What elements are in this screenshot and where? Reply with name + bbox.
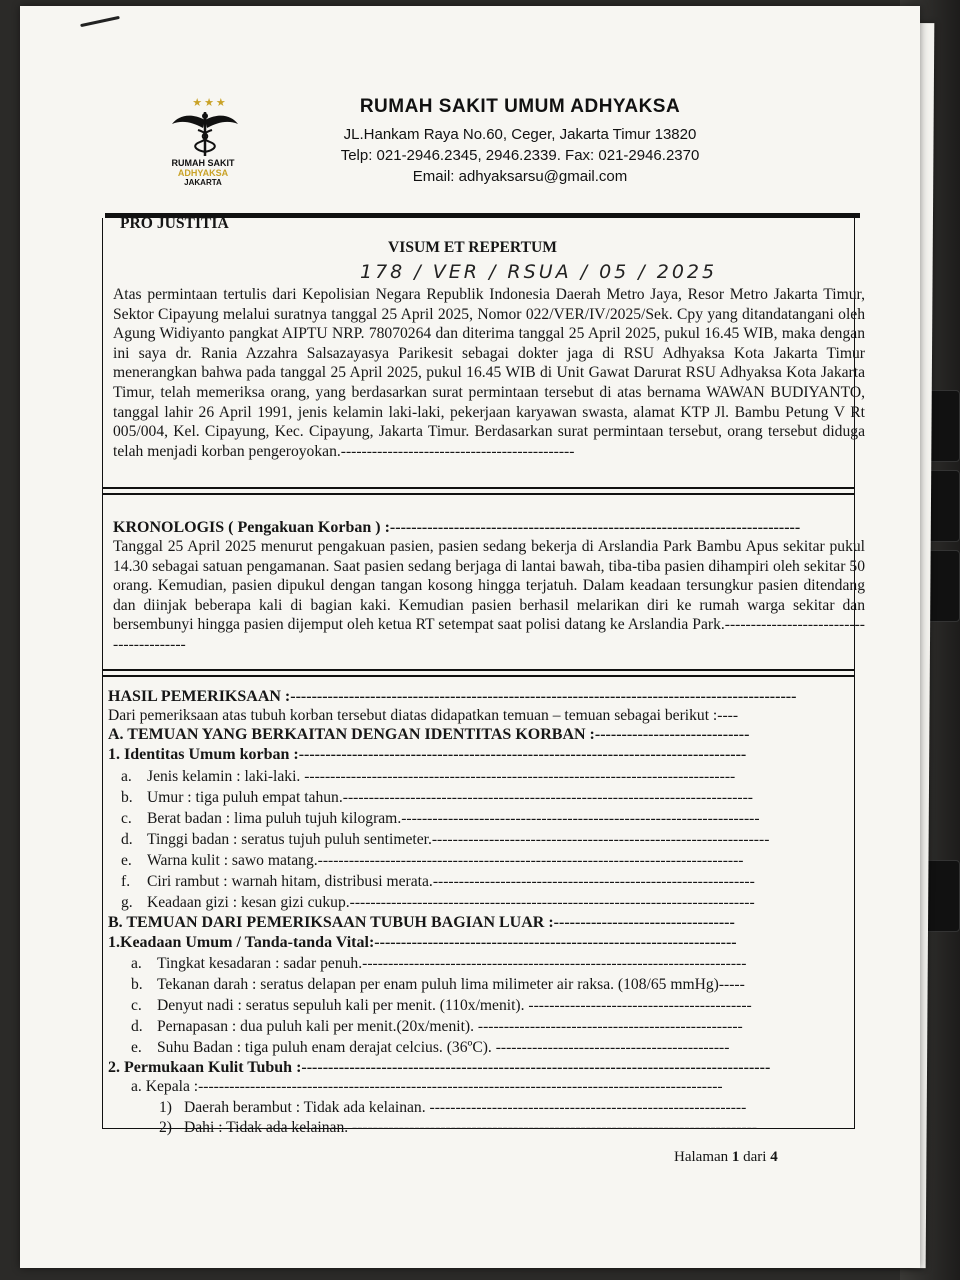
pro-justitia-label: PRO JUSTITIA	[120, 215, 229, 232]
vital-item: Tekanan darah : seratus delapan per enam puluh lima milimeter air raksa. (108/65 mmHg)-----	[157, 976, 745, 993]
identity-letter: e.	[121, 852, 132, 869]
caduceus-icon	[170, 108, 240, 158]
identity-item: Jenis kelamin : laki-laki. -----------------------------------------------------------------------------------	[147, 768, 736, 785]
identity-item: Umur : tiga puluh empat tahun.-------------------------------------------------------------------------------	[147, 789, 753, 806]
identity-letter: g.	[121, 894, 133, 911]
document-page	[20, 6, 920, 1268]
hospital-address: JL.Hankam Raya No.60, Ceger, Jakarta Timur 13820	[343, 126, 697, 143]
section-divider	[102, 487, 854, 495]
identity-heading: 1. Identitas Umum korban :------------------------------------------------------------------------------------	[108, 746, 747, 763]
intro-paragraph: Atas permintaan tertulis dari Kepolisian Negara Republik Indonesia Daerah Metro Jaya, Resor Metro Jakarta Timur, Sektor Cipayung melalui suratnya tanggal 25 April 2025, Nomor 022/VER/IV/2025/Sek. Cpy yang ditandatangani oleh Agung Widiyanto pangkat AIPTU NRP. 78070264 dan diterima tanggal 25 April 2025, pukul 16.45 WIB, maka dengan ini saya dr. Rania Azzahra Salsazayasya Parikesit sebagai dokter jaga di RSU Adhyaksa Kota Jakarta Timur menerangkan bahwa pada tanggal 25 April 2025, pukul 16.45 WIB di Unit Gawat Darurat RSU Adhyaksa Kota Jakarta Timur, telah memeriksa orang, yang berdasarkan surat permintaan tersebut di atas bernama WAWAN BUDIYANTO, tanggal lahir 26 April 1991, jenis kelamin laki-laki, pekerjaan karyawan swasta, alamat KTP Jl. Bambu Petung V Rt 005/004, Kel. Cipayung, Kec. Cipayung, Jakarta Timur. Berdasarkan surat permintaan tersebut, orang tersebut diduga telah menjadi korban pengeroyokan.---------------------------------------------	[113, 286, 865, 460]
identity-item: Tinggi badan : seratus tujuh puluh sentimeter.-----------------------------------------------------------------	[147, 831, 770, 848]
identity-item: Warna kulit : sawo matang.----------------------------------------------------------------------------------	[147, 852, 744, 869]
identity-letter: c.	[121, 810, 132, 827]
vital-item: Denyut nadi : seratus sepuluh kali per menit. (110x/menit). -------------------------------------------	[157, 997, 752, 1014]
vital-item: Pernapasan : dua puluh kali per menit.(20x/menit). ---------------------------------------------------	[157, 1018, 743, 1035]
identity-letter: f.	[121, 873, 131, 890]
identity-item: Berat badan : lima puluh tujuh kilogram.---------------------------------------------------------------------	[147, 810, 760, 827]
total-pages: 4	[770, 1149, 778, 1165]
identity-letter: b.	[121, 789, 133, 806]
vital-letter: d.	[131, 1018, 143, 1035]
hospital-email: Email: adhyaksarsu@gmail.com	[412, 168, 628, 185]
hasil-heading: HASIL PEMERIKSAAN :-----------------------------------------------------------------------------------------------	[108, 688, 797, 705]
kronologis-heading: KRONOLOGIS ( Pengakuan Korban ) :-----------------------------------------------------------------------------	[113, 519, 801, 536]
vital-item: Suhu Badan : tiga puluh enam derajat celcius. (36ºC). ---------------------------------------------	[157, 1039, 730, 1056]
current-page: 1	[731, 1149, 740, 1165]
identity-letter: d.	[121, 831, 133, 848]
section-a-heading: A. TEMUAN YANG BERKAITAN DENGAN IDENTITAS KORBAN :-----------------------------	[108, 726, 750, 743]
hospital-name: RUMAH SAKIT UMUM ADHYAKSA	[359, 96, 681, 117]
page-number	[674, 1149, 778, 1166]
document-number-handwritten: 178 / VER / RSUA / 05 / 2025	[360, 261, 718, 283]
section-b-heading: B. TEMUAN DARI PEMERIKSAAN TUBUH BAGIAN LUAR :----------------------------------	[108, 914, 735, 931]
identity-item: Keadaan gizi : kesan gizi cukup.------------------------------------------------------------------------------	[147, 894, 755, 911]
logo-text: RUMAH SAKIT	[171, 158, 235, 168]
identity-item: Ciri rambut : warnah hitam, distribusi merata.--------------------------------------------------------------	[147, 873, 755, 890]
vital-item: Tingkat kesadaran : sadar penuh.--------------------------------------------------------------------------	[157, 955, 747, 972]
kepala-item: Daerah berambut : Tidak ada kelainan. -------------------------------------------------------------	[184, 1099, 747, 1116]
page-middle: dari	[739, 1149, 771, 1165]
logo-stars-icon: ★★★	[192, 96, 228, 109]
kepala-num: 2)	[159, 1119, 172, 1136]
vital-letter: b.	[131, 976, 143, 993]
kepala-item: Dahi : Tidak ada kelainan. ------------------------------------------------------------------------------	[184, 1119, 758, 1136]
logo-text: JAKARTA	[184, 178, 222, 187]
section-divider	[102, 669, 854, 677]
hasil-intro: Dari pemeriksaan atas tubuh korban tersebut diatas didapatkan temuan – temuan sebagai berikut :----	[108, 707, 739, 724]
vital-signs-heading: 1.Keadaan Umum / Tanda-tanda Vital:--------------------------------------------------------------------	[108, 934, 737, 951]
page-prefix: Halaman	[674, 1149, 732, 1165]
kronologis-paragraph: Tanggal 25 April 2025 menurut pengakuan pasien, pasien sedang bekerja di Arslandia Park Bambu Apus sekitar pukul 14.30 sebagai satuan pengamanan. Saat pasien sedang berjaga di lantai bawah, tiba-tiba pasien dihampiri oleh sekitar 50 orang. Kemudian, pasien dipukul dengan tangan kosong hingga terjatuh. Dalam keadaan tersungkur pasien ditendang dan diinjak beberapa kali di bagian kaki. Kemudian pasien berhasil melarikan diri ke rumah warga sekitar dan bersembunyi hingga pasien dijemput oleh ketua RT setempat saat polisi datang ke Arslandia Park.-----------------------------------------	[113, 538, 865, 653]
hospital-telephone: Telp: 021-2946.2345, 2946.2339. Fax: 021-2946.2370	[340, 147, 700, 164]
letterhead	[160, 94, 860, 194]
pen-mark	[80, 16, 120, 27]
vital-letter: a.	[131, 955, 142, 972]
vital-letter: c.	[131, 997, 142, 1014]
document-title: VISUM ET REPERTUM	[388, 239, 557, 256]
identity-letter: a.	[121, 768, 132, 785]
logo-text: ADHYAKSA	[177, 168, 229, 178]
kepala-heading: a. Kepala :-----------------------------------------------------------------------------------------------------	[131, 1078, 723, 1095]
hospital-logo	[160, 94, 250, 190]
vital-letter: e.	[131, 1039, 142, 1056]
skin-surface-heading: 2. Permukaan Kulit Tubuh :----------------------------------------------------------------------------------------	[108, 1059, 771, 1076]
kepala-num: 1)	[159, 1099, 172, 1116]
